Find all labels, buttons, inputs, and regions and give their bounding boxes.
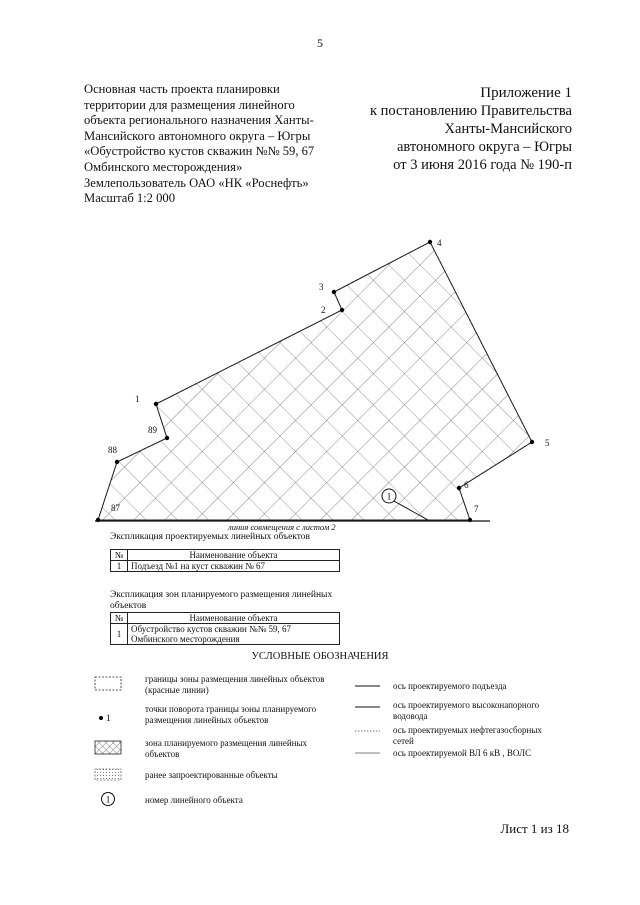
point-label: 89: [148, 425, 157, 435]
legend-right-item: ось проектируемого подъезда: [393, 681, 507, 691]
table-header-row: [111, 550, 340, 561]
table-header-row: [111, 613, 340, 624]
legend-right-item: ось проектируемой ВЛ 6 кВ , ВОЛС: [393, 748, 532, 758]
existing-objects-legend-symbol: [95, 769, 121, 780]
table-header-cell: №: [111, 550, 128, 561]
turn-point-legend-dot: [99, 716, 103, 720]
turn-point-88: [115, 460, 119, 464]
table-header-cell: Наименование объекта: [128, 613, 340, 624]
turn-point-6: [457, 486, 461, 490]
table-row: [111, 561, 340, 572]
point-label: 87: [111, 503, 120, 513]
legend-left-item: точки поворота границы зоны планируемого размещения линейных объектов: [145, 704, 317, 725]
table-cell: 1: [111, 561, 128, 572]
sheet-number: Лист 1 из 18: [500, 821, 569, 836]
turn-point-2: [340, 308, 344, 312]
planned-zone-area: [98, 242, 532, 520]
header-right-line: от 3 июня 2016 года № 190-п: [393, 157, 572, 173]
point-label: 4: [437, 238, 442, 248]
legend-left-item: ранее запроектированные объекты: [145, 770, 278, 780]
legend-left-item: границы зоны размещения линейных объектов (красные линии): [145, 674, 325, 695]
header-right-line: к постановлению Правительства: [370, 103, 572, 119]
legend-left-item: зона планируемого размещения линейных объектов: [145, 738, 308, 759]
header-left-line: Основная часть проекта планировки: [84, 82, 280, 96]
table-row: [111, 624, 340, 645]
turn-point-legend-label: 1: [106, 713, 111, 723]
turn-point-1: [154, 402, 158, 406]
legend-title: УСЛОВНЫЕ ОБОЗНАЧЕНИЯ: [251, 651, 389, 662]
table-cell: Обустройство кустов скважин №№ 59, 67 Омбинского месторождения: [128, 624, 340, 645]
page-number: 5: [317, 36, 323, 50]
zone-legend-symbol: [95, 741, 121, 754]
turn-point-87: [96, 518, 100, 522]
zones-explication-table: [110, 612, 340, 645]
appendix-title: Приложение 1: [480, 85, 572, 101]
table-header-cell: Наименование объекта: [128, 550, 340, 561]
legend-right-item: ось проектируемого высоконапорного водовода: [393, 700, 540, 721]
point-label: 6: [464, 480, 469, 490]
boundary-legend-symbol: [95, 677, 121, 690]
object-number-label: 1: [386, 491, 392, 502]
table-header-cell: №: [111, 613, 128, 624]
point-label: 88: [108, 445, 117, 455]
objects-explication-title: Экспликация проектируемых линейных объектов: [110, 532, 311, 542]
point-label: 5: [545, 438, 550, 448]
header-left-line: территории для размещения линейного: [84, 97, 295, 112]
zones-explication-title: Экспликация зон планируемого размещения линейных объектов: [110, 590, 333, 611]
turn-point-7: [468, 518, 472, 522]
header-left-line: Мансийского автономного округа – Югры: [84, 128, 311, 143]
turn-point-89: [165, 436, 169, 440]
header-left-line: «Обустройство кустов скважин №№ 59, 67: [84, 144, 315, 159]
match-line-caption: линия совмещения с листом 2: [228, 522, 336, 532]
point-label: 3: [319, 282, 324, 292]
header-right-line: автономного округа – Югры: [396, 139, 572, 155]
object-number-legend-label: 1: [105, 794, 111, 805]
point-label: 1: [135, 394, 140, 404]
turn-point-4: [428, 240, 432, 244]
legend-right-item: ось проектируемых нефтегазосборных сетей: [393, 725, 542, 746]
header-left-line: Землепользователь ОАО «НК «Роснефть»: [84, 175, 309, 190]
point-label: 7: [474, 504, 479, 514]
header-right-line: Ханты-Мансийского: [444, 121, 572, 137]
turn-point-3: [332, 290, 336, 294]
objects-explication-table: [110, 549, 340, 572]
legend-left-item: номер линейного объекта: [145, 795, 243, 805]
header-left-line: объекта регионального назначения Ханты-: [84, 113, 314, 128]
point-label: 2: [321, 305, 326, 315]
table-cell: 1: [111, 624, 128, 645]
header-left-line: Омбинского месторождения»: [84, 159, 243, 174]
header-left-line: Масштаб 1:2 000: [84, 191, 176, 206]
turn-point-5: [530, 440, 534, 444]
table-cell: Подъезд №1 на куст скважин № 67: [128, 561, 340, 572]
